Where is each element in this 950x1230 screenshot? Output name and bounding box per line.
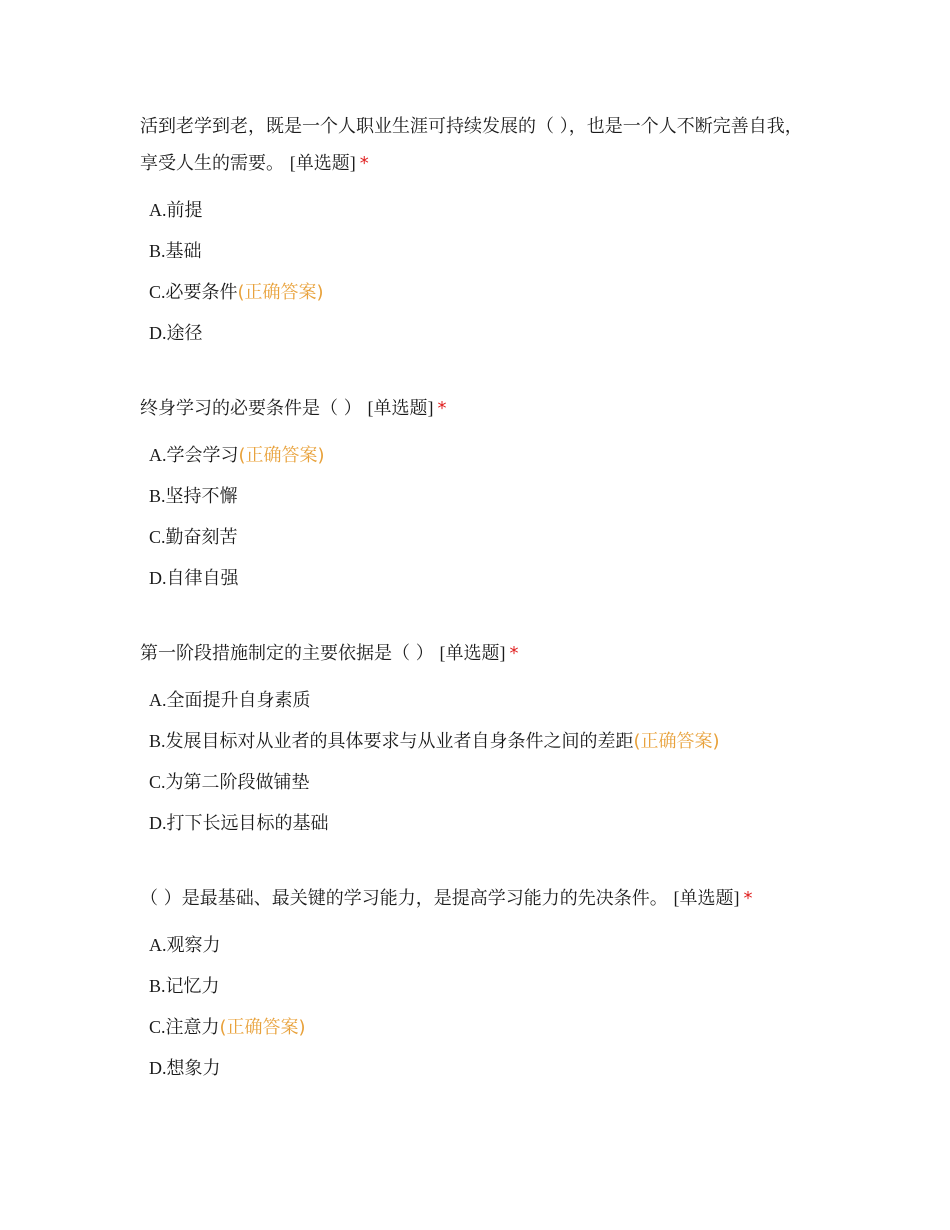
option-text: 自律自强 bbox=[166, 568, 239, 589]
option-text: 坚持不懈 bbox=[165, 486, 238, 507]
quiz-document bbox=[140, 108, 820, 1125]
option-key: B. bbox=[149, 486, 166, 506]
option-key: D. bbox=[149, 323, 167, 343]
required-mark: * bbox=[437, 398, 447, 419]
option-a bbox=[140, 190, 820, 231]
option-text: 基础 bbox=[165, 241, 202, 262]
option-c bbox=[140, 762, 820, 803]
option-text: 勤奋刻苦 bbox=[165, 527, 238, 548]
option-d bbox=[140, 558, 820, 599]
option-key: A. bbox=[149, 690, 167, 710]
option-text: 想象力 bbox=[166, 1058, 221, 1079]
option-b bbox=[140, 721, 820, 762]
option-text: 途径 bbox=[166, 323, 203, 344]
required-mark: * bbox=[359, 153, 369, 174]
option-key: C. bbox=[149, 282, 166, 302]
question-stem bbox=[140, 108, 820, 182]
required-mark: * bbox=[509, 643, 519, 664]
option-text: 打下长远目标的基础 bbox=[166, 813, 329, 834]
question-type-label: [单选题] bbox=[439, 643, 506, 663]
option-key: B. bbox=[149, 731, 166, 751]
correct-answer-label: (正确答案) bbox=[237, 282, 324, 303]
option-key: C. bbox=[149, 527, 166, 547]
option-b bbox=[140, 966, 820, 1007]
question-text: （ ）是最基础、最关键的学习能力，是提高学习能力的先决条件。 bbox=[140, 888, 668, 909]
option-text: 注意力 bbox=[165, 1017, 220, 1038]
question-text: 终身学习的必要条件是（ ） bbox=[140, 398, 362, 419]
option-b bbox=[140, 231, 820, 272]
question-stem bbox=[140, 880, 820, 917]
option-c bbox=[140, 1007, 820, 1048]
required-mark: * bbox=[743, 888, 753, 909]
question-text: 第一阶段措施制定的主要依据是（ ） bbox=[140, 643, 434, 664]
option-key: B. bbox=[149, 976, 166, 996]
question-4 bbox=[140, 880, 820, 1089]
option-key: A. bbox=[149, 200, 167, 220]
option-c bbox=[140, 517, 820, 558]
option-a bbox=[140, 435, 820, 476]
correct-answer-label: (正确答案) bbox=[238, 445, 325, 466]
option-key: C. bbox=[149, 772, 166, 792]
option-a bbox=[140, 925, 820, 966]
question-3 bbox=[140, 635, 820, 844]
option-d bbox=[140, 1048, 820, 1089]
option-b bbox=[140, 476, 820, 517]
option-text: 记忆力 bbox=[165, 976, 220, 997]
option-key: C. bbox=[149, 1017, 166, 1037]
option-text: 学会学习 bbox=[166, 445, 239, 466]
correct-answer-label: (正确答案) bbox=[633, 731, 720, 752]
question-stem bbox=[140, 390, 820, 427]
question-1 bbox=[140, 108, 820, 354]
option-a bbox=[140, 680, 820, 721]
option-text: 必要条件 bbox=[165, 282, 238, 303]
option-key: A. bbox=[149, 935, 167, 955]
question-type-label: [单选题] bbox=[367, 398, 434, 418]
option-d bbox=[140, 803, 820, 844]
correct-answer-label: (正确答案) bbox=[219, 1017, 306, 1038]
option-d bbox=[140, 313, 820, 354]
question-type-label: [单选题] bbox=[289, 153, 356, 173]
question-2 bbox=[140, 390, 820, 599]
option-c bbox=[140, 272, 820, 313]
option-key: D. bbox=[149, 1058, 167, 1078]
option-text: 全面提升自身素质 bbox=[166, 690, 311, 711]
question-type-label: [单选题] bbox=[673, 888, 740, 908]
option-key: D. bbox=[149, 813, 167, 833]
option-text: 发展目标对从业者的具体要求与从业者自身条件之间的差距 bbox=[165, 731, 634, 752]
option-key: D. bbox=[149, 568, 167, 588]
option-text: 观察力 bbox=[166, 935, 221, 956]
option-text: 为第二阶段做铺垫 bbox=[165, 772, 310, 793]
option-text: 前提 bbox=[166, 200, 203, 221]
question-text: 活到老学到老，既是一个人职业生涯可持续发展的（ ），也是一个人不断完善自我，享受人生的需要。 bbox=[140, 116, 803, 174]
question-stem bbox=[140, 635, 820, 672]
option-key: B. bbox=[149, 241, 166, 261]
option-key: A. bbox=[149, 445, 167, 465]
